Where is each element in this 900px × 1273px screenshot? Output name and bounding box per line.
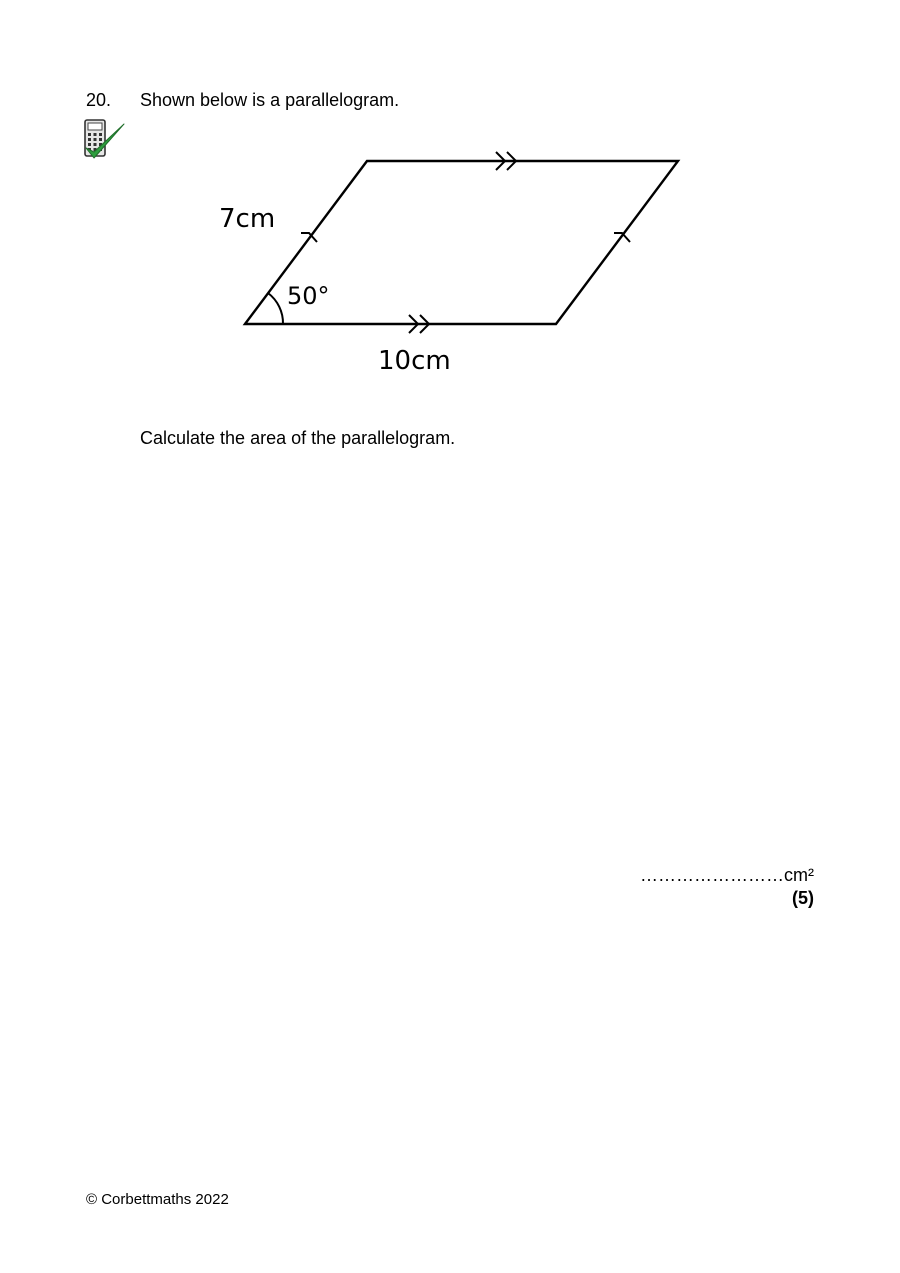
- question-number: 20.: [86, 90, 112, 110]
- question-text: Shown below is a parallelogram.: [140, 90, 400, 110]
- answer-unit: cm²: [784, 865, 814, 885]
- answer-line[interactable]: [640, 864, 814, 886]
- side-length-label: 7cm: [219, 204, 276, 234]
- angle-label: 50°: [287, 282, 330, 310]
- copyright-footer: © Corbettmaths 2022: [86, 1191, 229, 1208]
- marks-available: (5): [792, 888, 814, 908]
- parallelogram-diagram: [200, 140, 720, 390]
- base-length-label: 10cm: [378, 346, 451, 376]
- angle-arc: [268, 293, 283, 324]
- calculator-allowed-icon: [82, 118, 128, 164]
- answer-dots: ……………………: [640, 865, 784, 885]
- task-instruction: Calculate the area of the parallelogram.: [140, 428, 456, 448]
